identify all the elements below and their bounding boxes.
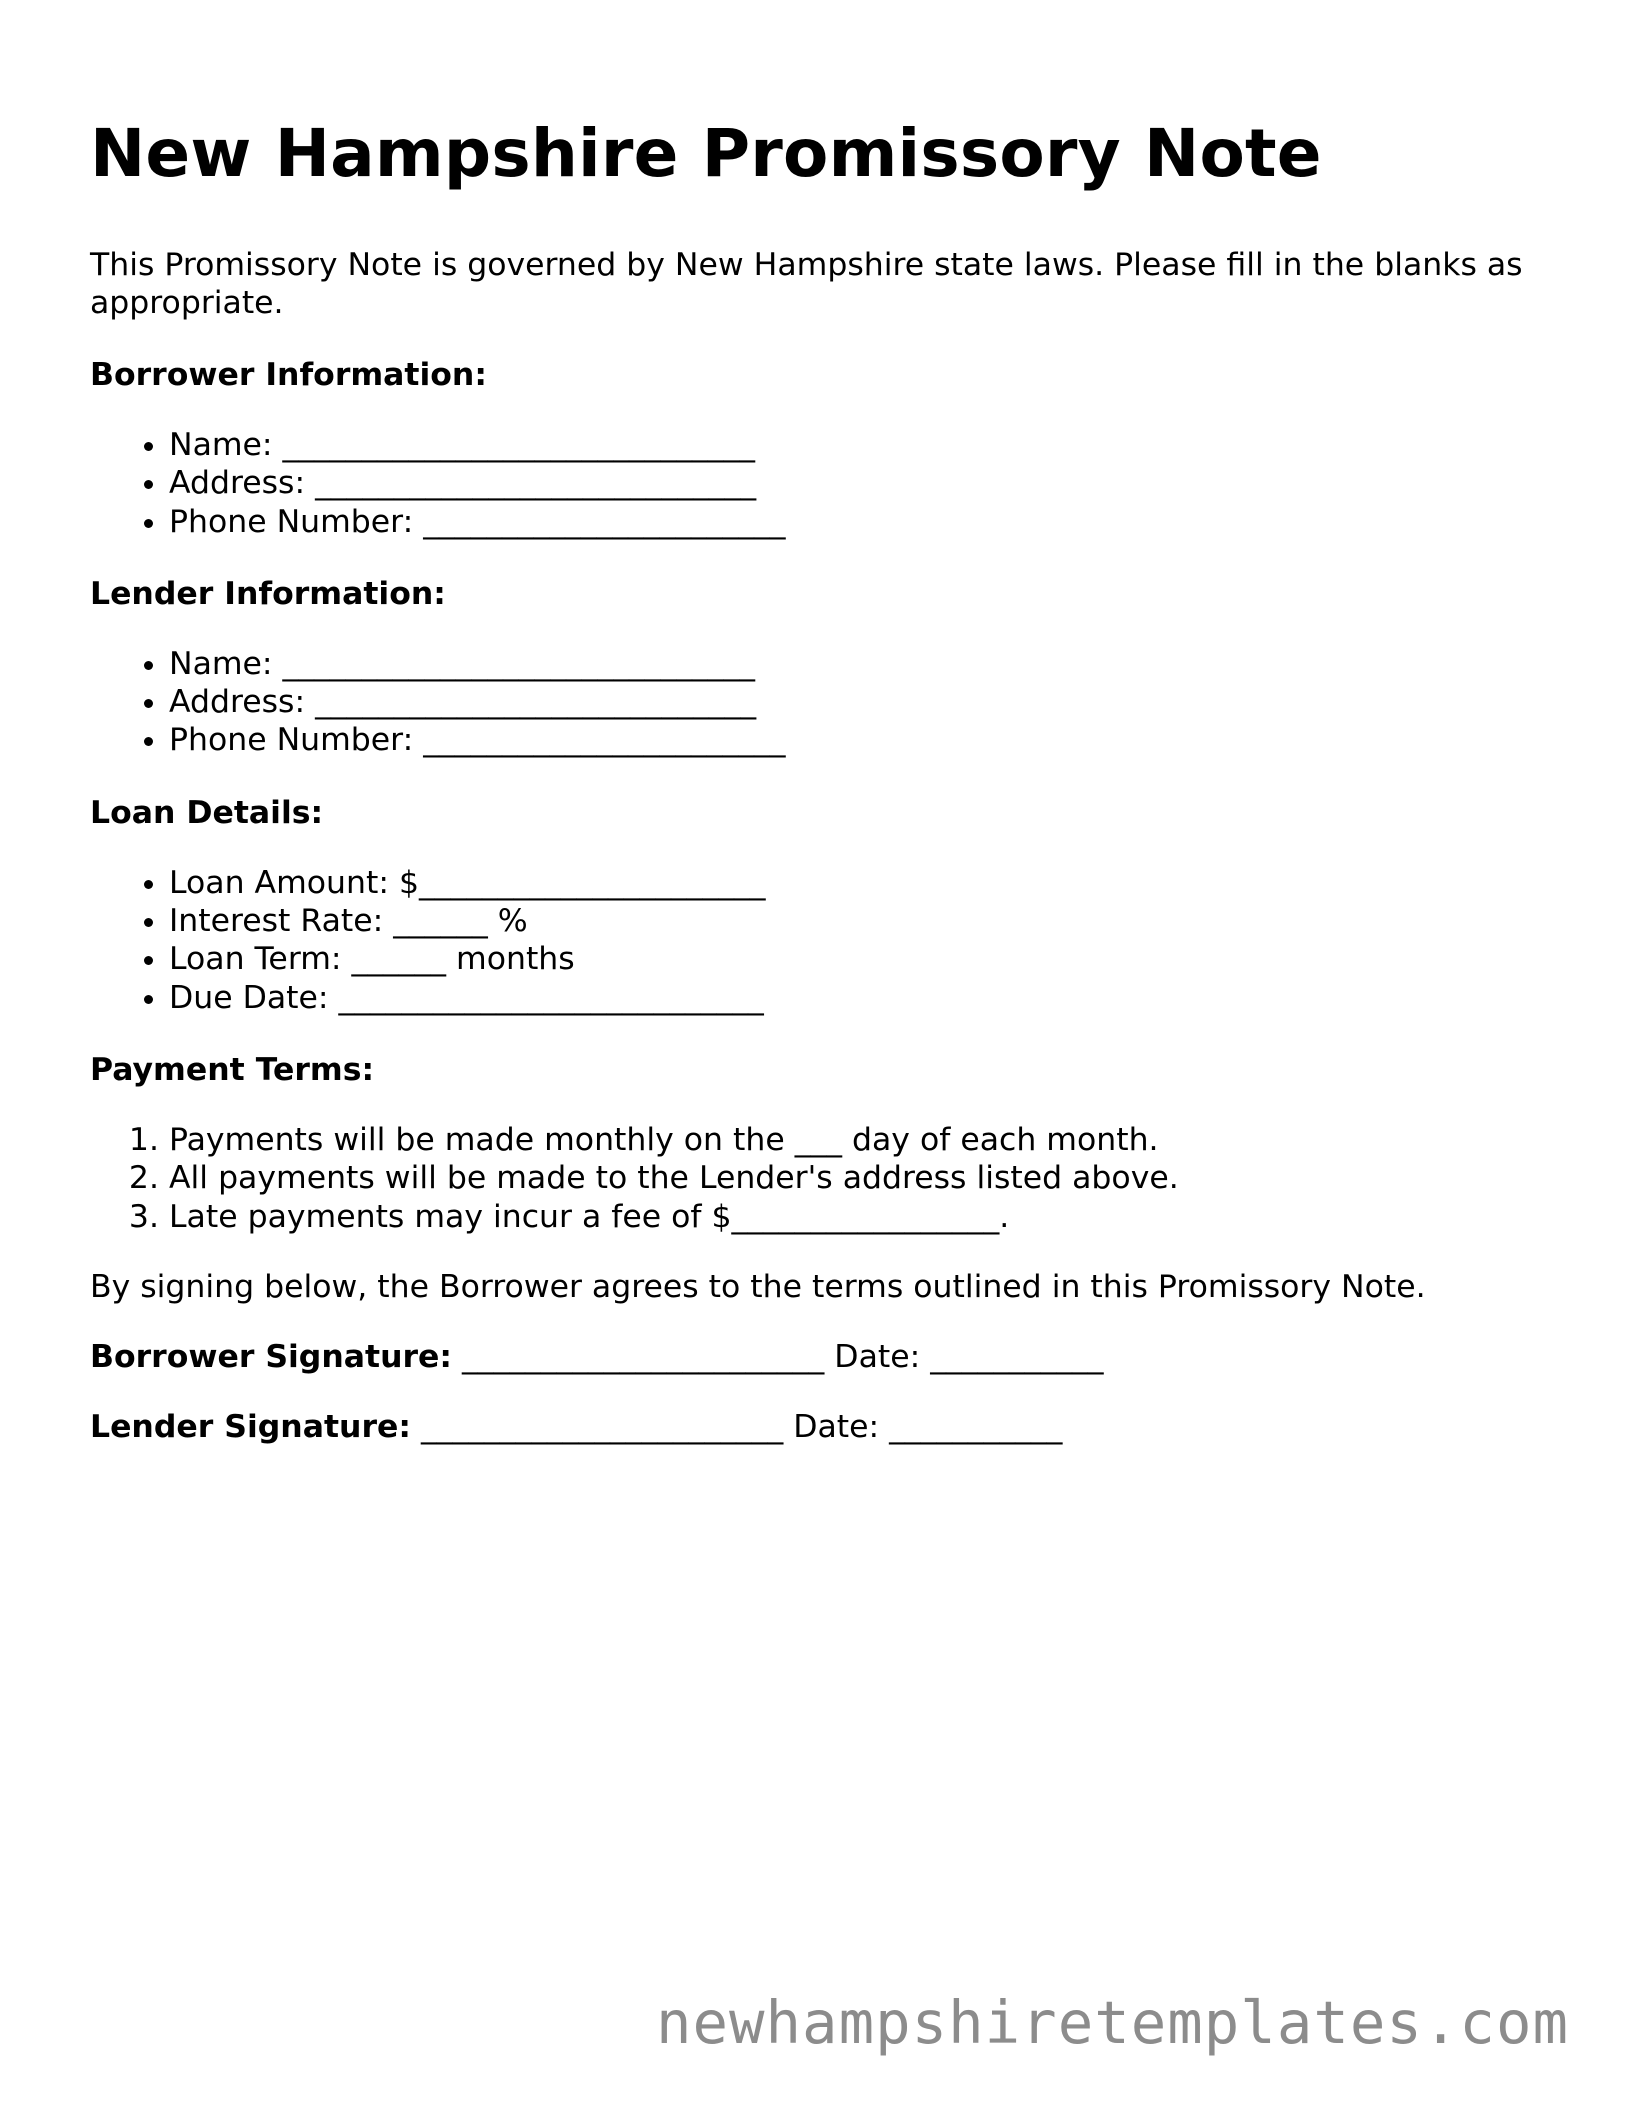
borrower-signature-blanks: _______________________ Date: ___________ [452,1338,1104,1375]
borrower-section-heading: Borrower Information: [90,357,487,393]
loan-term-field: • Loan Term: ______ months [169,940,1560,978]
lender-section-heading: Lender Information: [90,575,446,612]
page-title: New Hampshire Promissory Note [90,115,1322,192]
borrower-info-list [90,426,1560,541]
watermark-text: newhampshiretemplates.com [655,1988,1569,2057]
loan-section-heading: Loan Details: [90,794,324,831]
lender-address-field: • Address: ____________________________ [169,683,1560,721]
borrower-signature-label: Borrower Signature: [90,1338,453,1375]
agreement-statement: By signing below, the Borrower agrees to the terms outlined in this Promissory Note. [90,1268,1426,1305]
lender-name-field: • Name: ______________________________ [169,645,1560,683]
borrower-signature-line [90,1338,1560,1376]
lender-signature-label: Lender Signature: [90,1408,411,1445]
intro-text: This Promissory Note is governed by New Hampshire state laws. Please fill in the blanks as appropriate. [90,247,1523,321]
due-date-field: • Due Date: ___________________________ [169,979,1560,1017]
borrower-name-field: • Name: ______________________________ [169,426,1560,464]
payment-term-item: 2. All payments will be made to the Lender's address listed above. [169,1159,1560,1197]
lender-signature-blanks: _______________________ Date: ___________ [410,1408,1063,1445]
interest-rate-field: • Interest Rate: ______ % [169,902,1560,940]
loan-details-list [90,864,1560,1017]
payment-term-item: 3. Late payments may incur a fee of $_________________. [169,1198,1560,1236]
document-body [90,112,1560,1446]
payment-terms-list [90,1121,1560,1236]
payment-term-item: 1. Payments will be made monthly on the ___ day of each month. [169,1121,1560,1159]
payment-section-heading: Payment Terms: [90,1051,375,1088]
lender-signature-line [90,1408,1560,1446]
borrower-phone-field: • Phone Number: _______________________ [169,503,1560,541]
loan-amount-field: • Loan Amount: $______________________ [169,864,1560,902]
borrower-address-field: • Address: ____________________________ [169,464,1560,502]
lender-info-list [90,645,1560,760]
lender-phone-field: • Phone Number: _______________________ [169,721,1560,759]
